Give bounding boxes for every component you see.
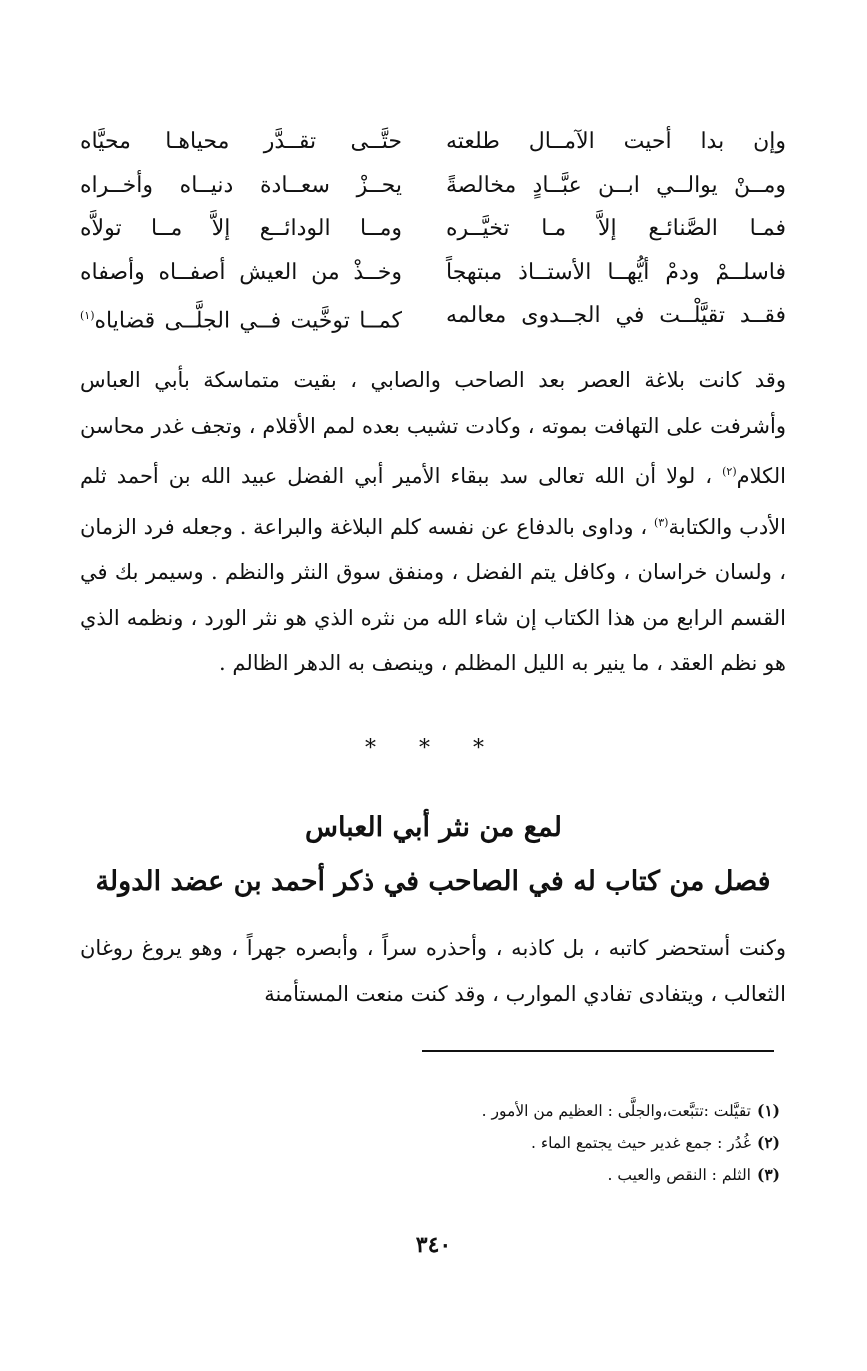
footnote-number: (٢)	[756, 1133, 780, 1152]
verse-first-hemistich: فاسلــمْ ودمْ أيُّهــا الأستــاذ مبتهجاً	[446, 259, 786, 285]
footnote-rule	[422, 1050, 774, 1052]
verse-first-hemistich: فقــد تقيَّلْــت في الجــدوى معالمه	[446, 303, 786, 328]
footnote-number: (١)	[756, 1101, 780, 1120]
verse-second-hemistich	[80, 294, 402, 343]
section-subheading: فصل من كتاب له في الصاحب في ذكر أحمد بن عضد الدولة	[95, 866, 771, 897]
section-separator: * * *	[365, 736, 502, 761]
footnote-marker: (٣)	[653, 515, 669, 529]
footnote-marker: (١)	[80, 309, 95, 322]
poem-verse	[80, 120, 786, 164]
body-paragraph: وكنت أستحضر كاتبه ، بل كاذبه ، وأحذره سراً ، وأبصره جهراً ، وهو يروغ روغان الثعالب ، ويتفادى تفادي الموارب ، وقد كنت منعت المستأمنة	[80, 936, 786, 1006]
page-number: ٣٤٠	[415, 1232, 452, 1258]
paragraph-text: ، لولا أن الله تعالى سد ببقاء الأمير أبي الفضل عبيد الله بن أحمد ثلم الأدب والكتابة	[80, 464, 786, 539]
poem-verse	[80, 294, 786, 338]
verse-second-hemistich: حتَّــى تقــدَّر محياهـا محيَّاه	[80, 129, 402, 154]
verse-first-hemistich: ومــنْ يوالــي ابــن عبَّــادٍ مخالصةً	[446, 172, 786, 198]
verse-first-hemistich: فمـا الصَّنائـع إلاَّ مـا تخيَّــره	[446, 216, 786, 241]
verse-text: كمــا توخَّيت فــي الجلَّــى قضاياه	[94, 308, 402, 334]
footnote	[300, 1127, 780, 1159]
footnote	[300, 1159, 780, 1191]
paragraph-text: وقد كانت بلاغة العصر بعد الصاحب والصابي ، بقيت متماسكة بأبي العباس وأشرفت على التهافت بموته ، وكادت تشيب بعده لمم الأقلام ، وتجف غدر محاسن الكلام	[80, 368, 786, 488]
poem-verse	[80, 207, 786, 251]
footnote	[300, 1095, 780, 1127]
body-paragraph	[80, 358, 786, 687]
footnote-text: تقيَّلت :تتبَّعت،والجلَّى : العظيم من الأمور .	[481, 1102, 751, 1120]
poem-verse	[80, 251, 786, 295]
poem-verse	[80, 164, 786, 208]
paragraph-text: ، وداوى بالدفاع عن نفسه كلم البلاغة والبراعة . وجعله فرد الزمان ، ولسان خراسان ، وكافل يتم الفضل ، ومنفق سوق النثر والنظم . وسيمر بك في القسم الرابع من هذا الكتاب إن شاء الله من نثره الذي هو نثر الورد ، ونظمه الذي هو نظم العقد ، ما ينير به الليل المظلم ، وينصف به الدهر الظالم .	[80, 514, 786, 675]
verse-second-hemistich: يحــزْ سعــادة دنيــاه وأخــراه	[80, 172, 402, 198]
verse-second-hemistich: ومــا الودائــع إلاَّ مــا تولاَّه	[80, 216, 402, 241]
verse-second-hemistich: وخــذْ من العيش أصفــاه وأصفاه	[80, 259, 402, 285]
footnote-text: الثلم : النقص والعيب .	[607, 1166, 751, 1184]
footnote-marker: (٢)	[722, 465, 737, 478]
footnotes	[300, 1095, 780, 1191]
section-heading: لمع من نثر أبي العباس	[305, 812, 562, 843]
verse-first-hemistich: وإن بدا أحيت الآمــال طلعته	[446, 129, 786, 154]
footnote-text: غُدُر : جمع غدير حيث يجتمع الماء .	[531, 1134, 751, 1152]
poem	[80, 120, 786, 338]
footnote-number: (٣)	[756, 1165, 780, 1184]
